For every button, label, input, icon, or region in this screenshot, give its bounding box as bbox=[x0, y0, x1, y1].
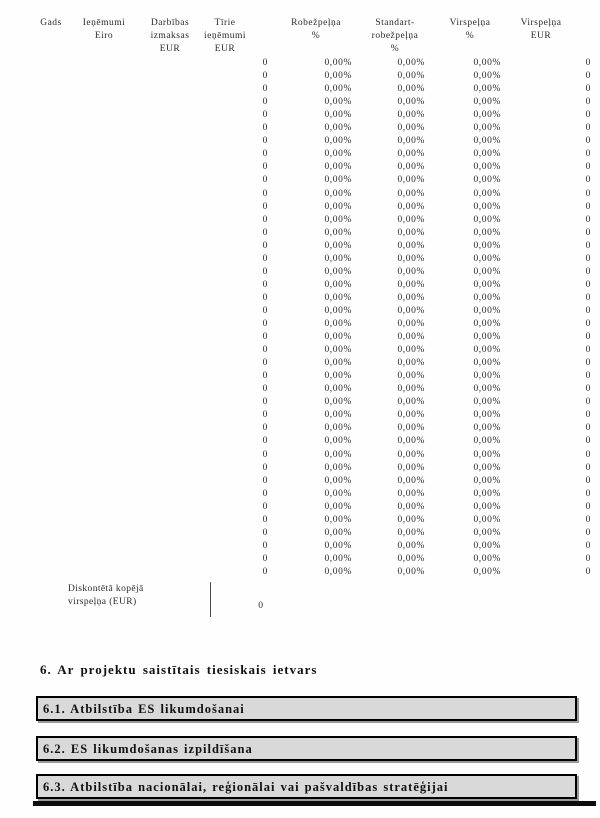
table-cell: 0,00% bbox=[324, 97, 352, 108]
table-cell: 0,00% bbox=[473, 188, 501, 199]
table-cell: 0,00% bbox=[324, 201, 352, 212]
table-cell: 0 bbox=[262, 136, 268, 147]
table-cell: 0,00% bbox=[397, 292, 425, 303]
subsection-6-2-label: 6.2. ES likumdošanas izpildīšana bbox=[43, 742, 253, 756]
table-cell: 0,00% bbox=[397, 436, 425, 447]
table-cell: 0 bbox=[262, 553, 268, 564]
table-cell: 0 bbox=[262, 149, 268, 160]
table-cell: 0,00% bbox=[473, 97, 501, 108]
table-cell: 0,00% bbox=[324, 123, 352, 134]
table-cell: 0,00% bbox=[324, 358, 352, 369]
table-cell: 0 bbox=[262, 332, 268, 343]
table-cell: 0,00% bbox=[397, 319, 425, 329]
table-cell: 0 bbox=[585, 162, 591, 173]
table-cell: 0 bbox=[585, 397, 591, 408]
table-cell: 0,00% bbox=[473, 371, 501, 382]
table-cell: 0 bbox=[262, 201, 268, 212]
table-cell: 0,00% bbox=[473, 305, 501, 316]
table-cell: 0,00% bbox=[324, 332, 352, 343]
table-cell: 0,00% bbox=[324, 501, 352, 512]
table-cell: 0,00% bbox=[473, 240, 501, 251]
table-cell: 0,00% bbox=[473, 136, 501, 147]
table-cell: 0 bbox=[585, 423, 591, 434]
table-cell: 0 bbox=[585, 462, 591, 473]
next-section-top-border-bar bbox=[33, 801, 596, 806]
table-cell: 0,00% bbox=[473, 358, 501, 369]
table-cell: 0 bbox=[585, 214, 591, 225]
table-cell: 0 bbox=[262, 436, 268, 447]
table-cell: 0,00% bbox=[324, 84, 352, 95]
table-cell: 0,00% bbox=[473, 84, 501, 95]
table-cell: 0 bbox=[262, 384, 268, 395]
table-cell: 0,00% bbox=[397, 149, 425, 160]
table-cell: 0 bbox=[585, 175, 591, 186]
table-cell: 0 bbox=[585, 501, 591, 512]
table-cell: 0,00% bbox=[324, 266, 352, 277]
table-cell: 0,00% bbox=[473, 332, 501, 343]
table-cell: 0,00% bbox=[397, 162, 425, 173]
table-cell: 0,00% bbox=[397, 305, 425, 316]
table-cell: 0 bbox=[262, 501, 268, 512]
table-cell: 0,00% bbox=[397, 514, 425, 525]
table-cell: 0 bbox=[585, 449, 591, 460]
column-header-robezpelna-pct: Robežpeļņa % bbox=[291, 18, 341, 41]
table-cell: 0 bbox=[585, 410, 591, 421]
table-cell: 0 bbox=[262, 449, 268, 460]
column-header-virspelna-pct: Virspeļņa % bbox=[449, 18, 491, 41]
table-cell: 0 bbox=[262, 305, 268, 316]
table-cell: 0 bbox=[585, 240, 591, 251]
table-cell: 0 bbox=[262, 253, 268, 264]
table-cell: 0 bbox=[585, 345, 591, 356]
table-cell: 0,00% bbox=[324, 384, 352, 395]
table-cell: 0 bbox=[585, 84, 591, 95]
table-cell: 0 bbox=[585, 371, 591, 382]
table-cell: 0,00% bbox=[397, 97, 425, 108]
table-cell: 0 bbox=[262, 397, 268, 408]
table-cell: 0 bbox=[262, 227, 268, 238]
table-cell: 0,00% bbox=[397, 227, 425, 238]
table-cell: 0,00% bbox=[324, 397, 352, 408]
table-cell: 0,00% bbox=[324, 319, 352, 329]
table-cell: 0,00% bbox=[397, 240, 425, 251]
table-cell: 0 bbox=[262, 488, 268, 499]
table-cell: 0,00% bbox=[397, 110, 425, 121]
table-cell: 0,00% bbox=[397, 553, 425, 564]
table-cell: 0,00% bbox=[473, 162, 501, 173]
table-cell: 0,00% bbox=[397, 449, 425, 460]
table-cell: 0,00% bbox=[397, 201, 425, 212]
summary-label-line1: Diskontētā kopējā bbox=[68, 584, 144, 594]
table-cell: 0,00% bbox=[324, 279, 352, 290]
table-cell: 0,00% bbox=[473, 319, 501, 329]
column-header-virspelna-eur: Virspeļņa EUR bbox=[520, 18, 562, 41]
table-cell: 0,00% bbox=[397, 475, 425, 486]
table-cell: 0 bbox=[262, 292, 268, 303]
table-cell: 0,00% bbox=[397, 566, 425, 577]
table-cell: 0 bbox=[585, 527, 591, 538]
table-cell: 0 bbox=[585, 514, 591, 525]
table-cell: 0 bbox=[585, 58, 591, 68]
table-cell: 0 bbox=[585, 201, 591, 212]
table-cell: 0,00% bbox=[473, 292, 501, 303]
table-cell: 0 bbox=[585, 566, 591, 577]
subsection-box-6-2 bbox=[36, 736, 577, 761]
subsection-6-3-label: 6.3. Atbilstība nacionālai, reģionālai vai pašvaldības stratēģijai bbox=[43, 780, 449, 794]
table-cell: 0 bbox=[262, 175, 268, 186]
table-cell: 0,00% bbox=[324, 227, 352, 238]
column-header-darbibas-izmaksas: Darbības izmaksas EUR bbox=[150, 18, 190, 54]
table-cell: 0,00% bbox=[397, 423, 425, 434]
table-cell: 0 bbox=[585, 305, 591, 316]
table-cell: 0,00% bbox=[324, 462, 352, 473]
table-cell: 0 bbox=[262, 371, 268, 382]
table-cell: 0 bbox=[262, 514, 268, 525]
table-cell: 0 bbox=[585, 319, 591, 329]
table-cell: 0 bbox=[262, 266, 268, 277]
table-cell: 0,00% bbox=[324, 58, 352, 68]
table-cell: 0 bbox=[585, 488, 591, 499]
table-cell: 0,00% bbox=[324, 514, 352, 525]
table-cell: 0 bbox=[585, 266, 591, 277]
table-cell: 0,00% bbox=[324, 527, 352, 538]
table-cell: 0,00% bbox=[324, 292, 352, 303]
table-cell: 0 bbox=[262, 162, 268, 173]
table-cell: 0,00% bbox=[397, 540, 425, 551]
table-cell: 0,00% bbox=[473, 397, 501, 408]
table-cell: 0,00% bbox=[324, 475, 352, 486]
table-cell: 0,00% bbox=[324, 149, 352, 160]
table-cell: 0 bbox=[585, 227, 591, 238]
table-cell: 0,00% bbox=[324, 188, 352, 199]
table-cell: 0,00% bbox=[397, 384, 425, 395]
table-cell: 0 bbox=[262, 462, 268, 473]
table-cell: 0,00% bbox=[397, 58, 425, 68]
table-cell: 0 bbox=[262, 279, 268, 290]
table-cell: 0 bbox=[585, 97, 591, 108]
table-cell: 0,00% bbox=[397, 71, 425, 82]
table-cell: 0 bbox=[585, 358, 591, 369]
table-cell: 0 bbox=[585, 149, 591, 160]
column-header-gads: Gads bbox=[40, 18, 62, 28]
table-cell: 0 bbox=[262, 475, 268, 486]
table-cell: 0 bbox=[585, 188, 591, 199]
table-cell: 0,00% bbox=[397, 123, 425, 134]
table-cell: 0,00% bbox=[473, 110, 501, 121]
table-cell: 0,00% bbox=[324, 553, 352, 564]
table-cell: 0 bbox=[585, 292, 591, 303]
table-cell: 0 bbox=[262, 540, 268, 551]
table-cell: 0,00% bbox=[473, 227, 501, 238]
table-cell: 0,00% bbox=[324, 253, 352, 264]
table-cell: 0 bbox=[262, 84, 268, 95]
table-cell: 0 bbox=[262, 123, 268, 134]
table-cell: 0 bbox=[262, 97, 268, 108]
column-header-ienemumi-eiro: Ieņēmumi Eiro bbox=[82, 18, 126, 41]
table-cell: 0 bbox=[262, 58, 268, 68]
table-cell: 0,00% bbox=[324, 488, 352, 499]
table-cell: 0,00% bbox=[473, 175, 501, 186]
table-cell: 0,00% bbox=[473, 566, 501, 577]
table-cell: 0 bbox=[262, 188, 268, 199]
table-cell: 0,00% bbox=[473, 553, 501, 564]
table-cell: 0,00% bbox=[473, 436, 501, 447]
subsection-box-6-1 bbox=[36, 696, 577, 721]
table-cell: 0,00% bbox=[324, 175, 352, 186]
table-cell: 0,00% bbox=[324, 449, 352, 460]
table-cell: 0,00% bbox=[324, 423, 352, 434]
table-cell: 0 bbox=[262, 358, 268, 369]
table-cell: 0 bbox=[585, 253, 591, 264]
table-cell: 0,00% bbox=[397, 501, 425, 512]
table-cell: 0,00% bbox=[324, 566, 352, 577]
column-header-tirie-ienemumi: Tīrie ieņēmumi EUR bbox=[204, 18, 246, 54]
table-cell: 0 bbox=[585, 71, 591, 82]
table-cell: 0,00% bbox=[473, 149, 501, 160]
table-cell: 0,00% bbox=[397, 214, 425, 225]
subsection-box-6-3 bbox=[36, 774, 577, 799]
table-cell: 0,00% bbox=[397, 527, 425, 538]
table-cell: 0,00% bbox=[397, 175, 425, 186]
table-cell: 0,00% bbox=[473, 384, 501, 395]
table-cell: 0,00% bbox=[473, 501, 501, 512]
table-cell: 0 bbox=[585, 436, 591, 447]
table-cell: 0,00% bbox=[473, 345, 501, 356]
table-cell: 0,00% bbox=[397, 279, 425, 290]
table-cell: 0,00% bbox=[397, 358, 425, 369]
table-cell: 0 bbox=[262, 423, 268, 434]
table-cell: 0,00% bbox=[324, 214, 352, 225]
table-cell: 0,00% bbox=[397, 488, 425, 499]
table-cell: 0,00% bbox=[324, 162, 352, 173]
table-cell: 0 bbox=[262, 527, 268, 538]
subsection-6-1-label: 6.1. Atbilstība ES likumdošanai bbox=[43, 702, 245, 716]
table-cell: 0,00% bbox=[473, 123, 501, 134]
table-cell: 0 bbox=[585, 332, 591, 343]
table-cell: 0,00% bbox=[473, 514, 501, 525]
table-cell: 0,00% bbox=[397, 462, 425, 473]
table-cell: 0 bbox=[585, 540, 591, 551]
table-cell: 0,00% bbox=[324, 110, 352, 121]
table-cell: 0,00% bbox=[397, 136, 425, 147]
table-cell: 0,00% bbox=[473, 423, 501, 434]
table-cell: 0,00% bbox=[473, 58, 501, 68]
table-cell: 0,00% bbox=[397, 410, 425, 421]
table-cell: 0,00% bbox=[397, 371, 425, 382]
table-cell: 0,00% bbox=[473, 475, 501, 486]
summary-label-line2: virspeļņa (EUR) bbox=[68, 597, 137, 607]
table-cell: 0,00% bbox=[324, 371, 352, 382]
table-cell: 0 bbox=[585, 136, 591, 147]
table-cell: 0,00% bbox=[473, 253, 501, 264]
table-cell: 0,00% bbox=[473, 540, 501, 551]
table-cell: 0,00% bbox=[473, 201, 501, 212]
table-cell: 0 bbox=[585, 123, 591, 134]
table-cell: 0,00% bbox=[397, 397, 425, 408]
table-cell: 0,00% bbox=[473, 488, 501, 499]
table-cell: 0,00% bbox=[397, 345, 425, 356]
table-cell: 0,00% bbox=[324, 71, 352, 82]
table-cell: 0,00% bbox=[473, 266, 501, 277]
table-cell: 0,00% bbox=[324, 540, 352, 551]
table-cell: 0 bbox=[585, 553, 591, 564]
table-cell: 0 bbox=[585, 110, 591, 121]
table-cell: 0,00% bbox=[324, 305, 352, 316]
column-header-standart-robezpelna-pct: Standart- robežpeļņa % bbox=[371, 18, 419, 54]
table-cell: 0 bbox=[262, 214, 268, 225]
table-cell: 0,00% bbox=[324, 240, 352, 251]
table-cell: 0,00% bbox=[397, 84, 425, 95]
table-cell: 0,00% bbox=[397, 253, 425, 264]
table-cell: 0,00% bbox=[473, 279, 501, 290]
table-cell: 0 bbox=[262, 71, 268, 82]
table-cell: 0 bbox=[262, 345, 268, 356]
table-cell: 0 bbox=[585, 475, 591, 486]
table-cell: 0,00% bbox=[324, 136, 352, 147]
table-cell: 0 bbox=[262, 410, 268, 421]
table-cell: 0,00% bbox=[473, 214, 501, 225]
table-cell: 0,00% bbox=[473, 71, 501, 82]
table-cell: 0,00% bbox=[324, 436, 352, 447]
table-cell: 0,00% bbox=[473, 527, 501, 538]
table-cell: 0 bbox=[262, 566, 268, 577]
table-cell: 0,00% bbox=[324, 345, 352, 356]
table-cell: 0,00% bbox=[473, 410, 501, 421]
table-cell: 0,00% bbox=[397, 188, 425, 199]
table-cell: 0 bbox=[262, 240, 268, 251]
table-cell: 0,00% bbox=[397, 332, 425, 343]
table-cell: 0 bbox=[585, 279, 591, 290]
table-cell: 0,00% bbox=[324, 410, 352, 421]
table-cell: 0,00% bbox=[397, 266, 425, 277]
table-cell: 0,00% bbox=[473, 449, 501, 460]
table-cell: 0,00% bbox=[473, 462, 501, 473]
table-cell: 0 bbox=[262, 319, 268, 329]
summary-value: 0 bbox=[258, 601, 263, 611]
table-cell: 0 bbox=[262, 110, 268, 121]
table-cell: 0 bbox=[585, 384, 591, 395]
section-6-heading: 6. Ar projektu saistītais tiesiskais ietvars bbox=[40, 662, 318, 677]
